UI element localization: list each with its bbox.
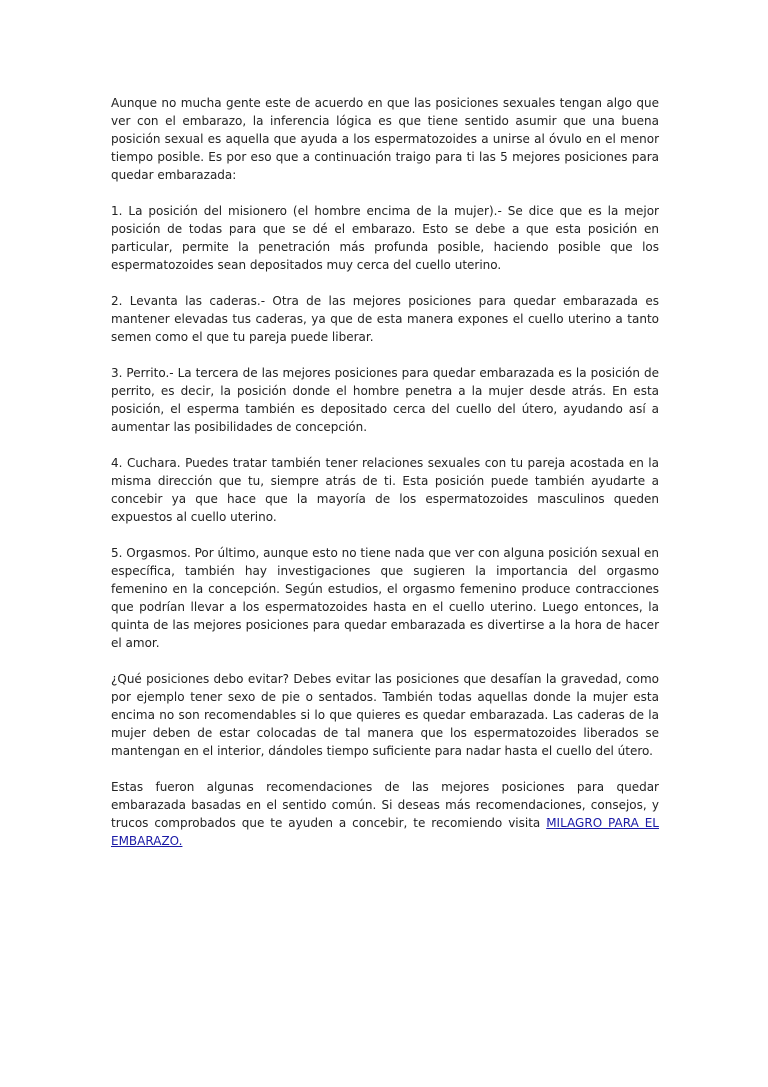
- paragraph-intro: Aunque no mucha gente este de acuerdo en que las posiciones sexuales tengan algo que ver con el embarazo, la inferencia lógica es que tiene sentido asumir que una buena posición sexual es aquella que ayuda a los espermatozoides a unirse al óvulo en el menor tiempo posible. Es por eso que a continuación traigo para ti las 5 mejores posiciones para quedar embarazada:: [111, 96, 659, 182]
- paragraph-misionero: 1. La posición del misionero (el hombre encima de la mujer).- Se dice que es la mejor posición de todas para que se dé el embarazo. Esto se debe a que esta posición en particular, permite la penetración más profunda posible, haciendo posible que los espermatozoides sean depositados muy cerca del cuello uterino.: [111, 204, 659, 272]
- paragraph-caderas: 2. Levanta las caderas.- Otra de las mejores posiciones para quedar embarazada es mantener elevadas tus caderas, ya que de esta manera expones el cuello uterino a tanto semen como el que tu pareja puede liberar.: [111, 294, 659, 344]
- paragraph-cuchara: 4. Cuchara. Puedes tratar también tener relaciones sexuales con tu pareja acostada en la misma dirección que tu, siempre atrás de ti. Esta posición puede también ayudarte a concebir ya que hace que la mayoría de los espermatozoides masculinos queden expuestos al cuello uterino.: [111, 456, 659, 524]
- paragraph-perrito: 3. Perrito.- La tercera de las mejores posiciones para quedar embarazada es la posición de perrito, es decir, la posición donde el hombre penetra a la mujer desde atrás. En esta posición, el esperma también es depositado cerca del cuello del útero, ayudando así a aumentar las posibilidades de concepción.: [111, 366, 659, 434]
- paragraph-closing: [111, 778, 659, 850]
- paragraph-evitar: ¿Qué posiciones debo evitar? Debes evitar las posiciones que desafían la gravedad, como por ejemplo tener sexo de pie o sentados. También todas aquellas donde la mujer esta encima no son recomendables si lo que quieres es quedar embarazada. Las caderas de la mujer deben de estar colocadas de tal manera que los espermatozoides liberados se mantengan en el interior, dándoles tiempo suficiente para nadar hasta el cuello del útero.: [111, 672, 659, 758]
- paragraph-orgasmos: 5. Orgasmos. Por último, aunque esto no tiene nada que ver con alguna posición sexual en específica, también hay investigaciones que sugieren la importancia del orgasmo femenino en la concepción. Según estudios, el orgasmo femenino produce contracciones que podrían llevar a los espermatozoides hasta en el cuello uterino. Luego entonces, la quinta de las mejores posiciones para quedar embarazada es divertirse a la hora de hacer el amor.: [111, 546, 659, 650]
- milagro-link[interactable]: MILAGRO PARA EL EMBARAZO.: [111, 816, 659, 848]
- document-body: [111, 94, 659, 868]
- closing-text: Estas fueron algunas recomendaciones de las mejores posiciones para quedar embarazada basadas en el sentido común. Si deseas más recomendaciones, consejos, y trucos comprobados que te ayuden a concebir, te recomiendo visita: [111, 780, 659, 830]
